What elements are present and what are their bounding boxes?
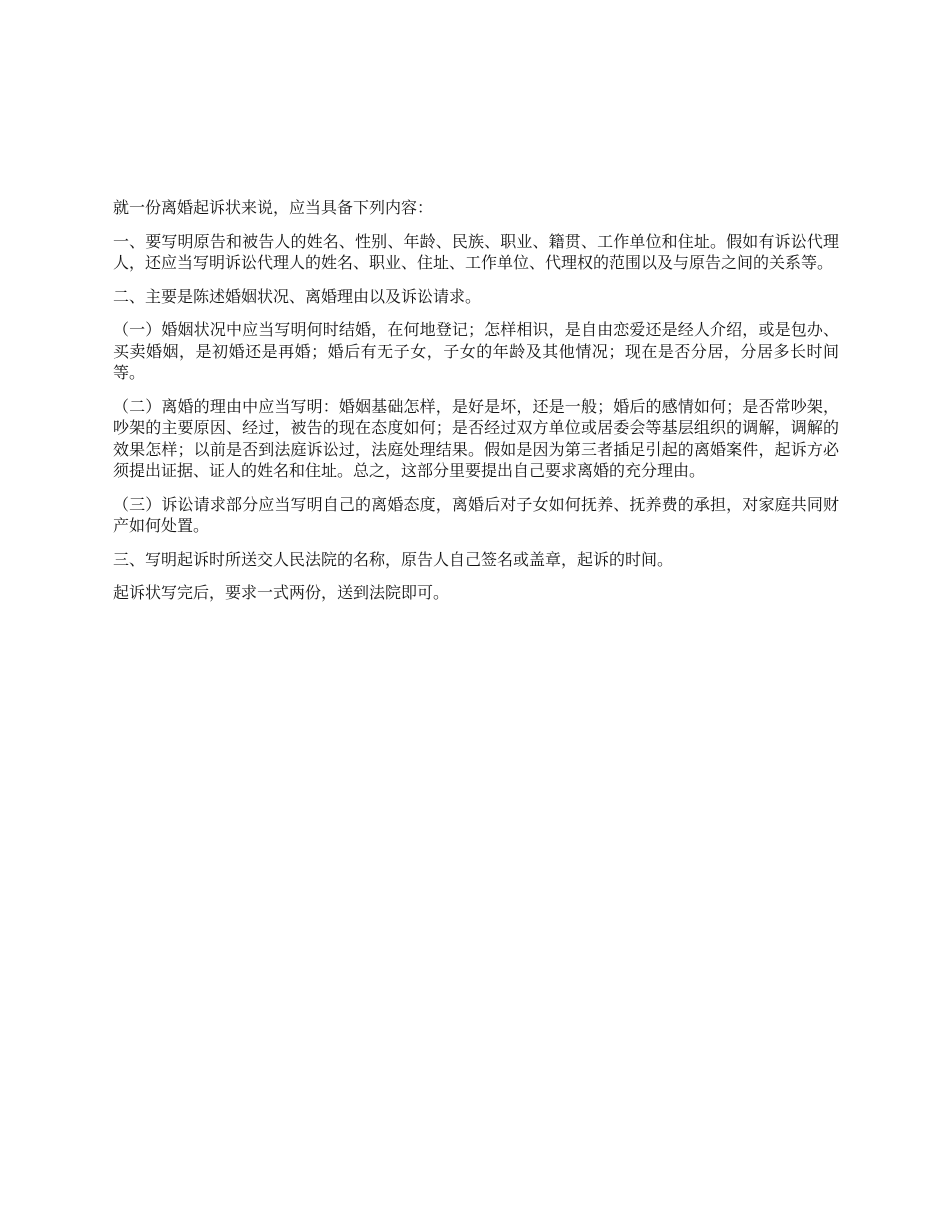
intro-paragraph: 就一份离婚起诉状来说，应当具备下列内容： <box>113 198 434 217</box>
document-body <box>113 197 839 616</box>
subsection-two-paragraph: （二）离婚的理由中应当写明：婚姻基础怎样，是好是坏，还是一般；婚后的感情如何；是否常吵架，吵架的主要原因、经过，被告的现在态度如何；是否经过双方单位或居委会等基层组织的调解，调解的效果怎样；以前是否到法庭诉讼过，法庭处理结果。假如是因为第三者插足引起的离婚案件，起诉方必须提出证据、证人的姓名和住址。总之，这部分里要提出自己要求离婚的充分理由。 <box>113 396 839 480</box>
subsection-one-paragraph: （一）婚姻状况中应当写明何时结婚，在何地登记；怎样相识，是自由恋爱还是经人介绍，或是包办、买卖婚姻，是初婚还是再婚；婚后有无子女，子女的年龄及其他情况；现在是否分居，分居多长时间等。 <box>113 320 839 382</box>
section-three-paragraph: 三、写明起诉时所送交人民法院的名称，原告人自己签名或盖章，起诉的时间。 <box>113 549 674 569</box>
section-one-paragraph: 一、要写明原告和被告人的姓名、性别、年龄、民族、职业、籍贯、工作单位和住址。假如有诉讼代理人，还应当写明诉讼代理人的姓名、职业、住址、工作单位、代理权的范围以及与原告之间的关系等。 <box>113 231 839 272</box>
section-two-paragraph: 二、主要是陈述婚姻状况、离婚理由以及诉讼请求。 <box>113 286 482 306</box>
closing-paragraph: 起诉状写完后，要求一式两份，送到法院即可。 <box>113 583 450 602</box>
subsection-three-paragraph: （三）诉讼请求部分应当写明自己的离婚态度，离婚后对子女如何抚养、抚养费的承担，对家庭共同财产如何处置。 <box>113 494 839 535</box>
